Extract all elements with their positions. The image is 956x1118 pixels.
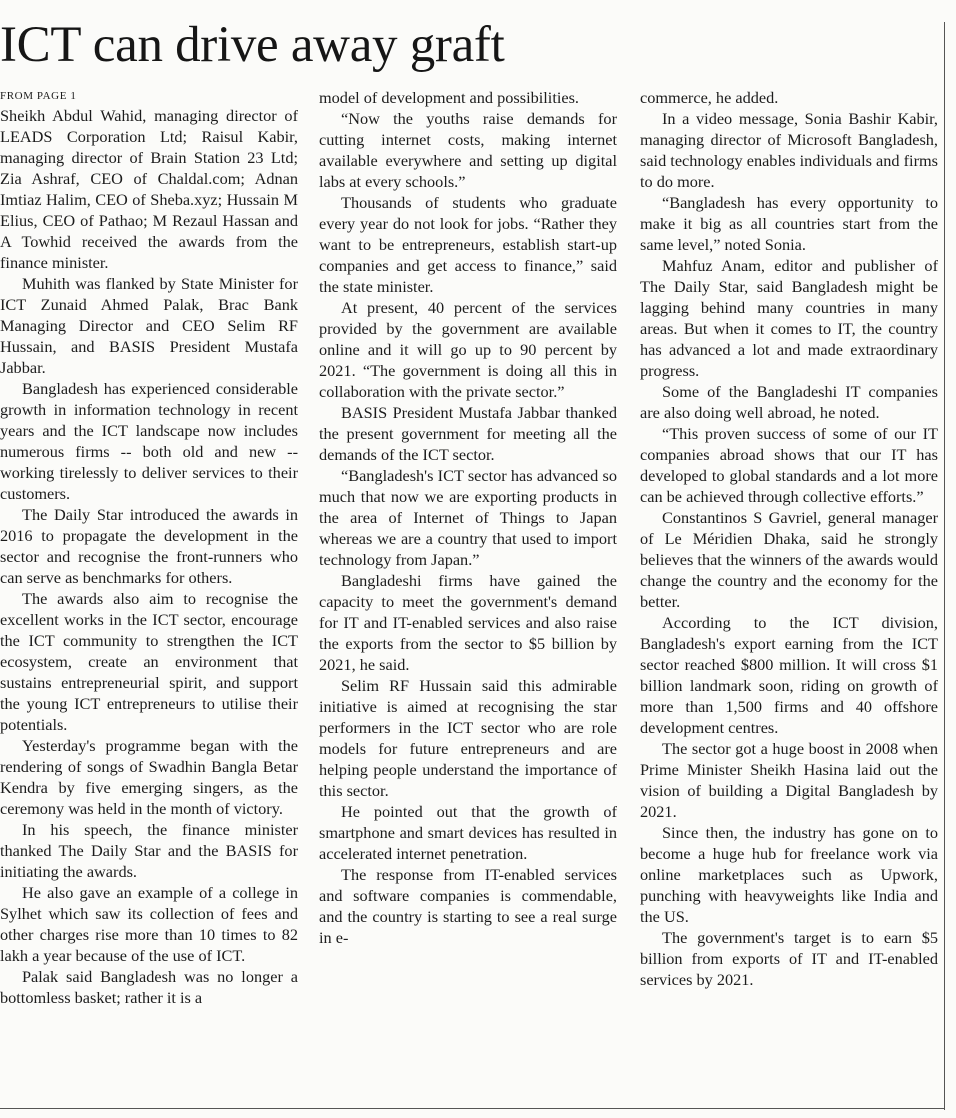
paragraph: “Bangladesh's ICT sector has advanced so much that now we are exporting products in the area of Internet of Things to Japan whereas we are a country that used to import technology from Japan.” — [319, 466, 617, 569]
headline: ICT can drive away graft — [0, 17, 505, 73]
paragraph: Sheikh Abdul Wahid, managing director of LEADS Corporation Ltd; Raisul Kabir, managing director of Brain Station 23 Ltd; Zia Ashraf, CEO of Chaldal.com; Adnan Imtiaz Halim, CEO of Sheba.xyz; Hussain M Elius, CEO of Pathao; M Rezaul Hassan and A Towhid received the awards from the finance minister. — [0, 106, 298, 272]
paragraph: “Now the youths raise demands for cutting internet costs, making internet available everywhere and setting up digital labs at every schools.” — [319, 109, 617, 191]
paragraph: “Bangladesh has every opportunity to make it big as all countries start from the same level,” noted Sonia. — [640, 193, 938, 254]
article-column-2 — [319, 87, 617, 1107]
paragraph: model of development and possibilities. — [319, 88, 580, 107]
paragraph: Mahfuz Anam, editor and publisher of The Daily Star, said Bangladesh might be lagging behind many countries in many areas. But when it comes to IT, the country has advanced a lot and made extraordinary progress. — [640, 256, 938, 380]
bottom-rule — [0, 1108, 944, 1109]
paragraph: He pointed out that the growth of smartphone and smart devices has resulted in accelerated internet penetration. — [319, 802, 617, 863]
paragraph: In a video message, Sonia Bashir Kabir, managing director of Microsoft Bangladesh, said technology enables individuals and firms to do more. — [640, 109, 938, 191]
kicker-from-page: FROM PAGE 1 — [0, 90, 77, 102]
paragraph: “This proven success of some of our IT companies abroad shows that our IT has developed to global standards and a lot more can be achieved through collective efforts.” — [640, 424, 938, 506]
paragraph: Palak said Bangladesh was no longer a bottomless basket; rather it is a — [0, 967, 298, 1007]
paragraph: The awards also aim to recognise the excellent works in the ICT sector, encourage the ICT community to strengthen the ICT ecosystem, create an environment that sustains entrepreneurial spirit, and support the young ICT entrepreneurs to utilise their potentials. — [0, 589, 298, 734]
paragraph: In his speech, the finance minister thanked The Daily Star and the BASIS for initiating the awards. — [0, 820, 298, 881]
paragraph: Yesterday's programme began with the rendering of songs of Swadhin Bangla Betar Kendra by five emerging singers, as the ceremony was held in the month of victory. — [0, 736, 298, 818]
article-column-3 — [640, 87, 938, 1107]
paragraph: BASIS President Mustafa Jabbar thanked the present government for meeting all the demands of the ICT sector. — [319, 403, 617, 464]
paragraph: Muhith was flanked by State Minister for ICT Zunaid Ahmed Palak, Brac Bank Managing Director and CEO Selim RF Hussain, and BASIS President Mustafa Jabbar. — [0, 274, 298, 377]
paragraph: Bangladeshi firms have gained the capacity to meet the government's demand for IT and IT-enabled services and also raise the exports from the sector to $5 billion by 2021, he said. — [319, 571, 617, 674]
paragraph: The Daily Star introduced the awards in 2016 to propagate the development in the sector and recognise the front-runners who can serve as benchmarks for others. — [0, 505, 298, 587]
paragraph: commerce, he added. — [640, 88, 779, 107]
paragraph: At present, 40 percent of the services provided by the government are available online and it will go up to 90 percent by 2021. “The government is doing all this in collaboration with the private sector.” — [319, 298, 617, 401]
paragraph: The response from IT-enabled services and software companies is commendable, and the country is starting to see a real surge in e- — [319, 865, 617, 947]
paragraph: According to the ICT division, Bangladesh's export earning from the ICT sector reached $800 million. It will cross $1 billion landmark soon, riding on growth of more than 1,500 firms and 40 offshore development centres. — [640, 613, 938, 737]
paragraph: Thousands of students who graduate every year do not look for jobs. “Rather they want to be entrepreneurs, establish start-up companies and get access to finance,” said the state minister. — [319, 193, 617, 296]
paragraph: Bangladesh has experienced considerable growth in information technology in recent years and the ICT landscape now includes numerous firms -- both old and new -- working tirelessly to deliver services to their customers. — [0, 379, 298, 503]
paragraph: The sector got a huge boost in 2008 when Prime Minister Sheikh Hasina laid out the vision of building a Digital Bangladesh by 2021. — [640, 739, 938, 821]
paragraph: Selim RF Hussain said this admirable initiative is aimed at recognising the star performers in the ICT sector who are role models for future entrepreneurs and are helping people understand the importance of this sector. — [319, 676, 617, 800]
paragraph: Since then, the industry has gone on to become a huge hub for freelance work via online marketplaces such as Upwork, punching with heavyweights like India and the US. — [640, 823, 938, 926]
paragraph: He also gave an example of a college in Sylhet which saw its collection of fees and other charges rise more than 10 times to 82 lakh a year because of the use of ICT. — [0, 883, 298, 965]
paragraph: Constantinos S Gavriel, general manager of Le Méridien Dhaka, said he strongly believes that the winners of the awards would change the country and the economy for the better. — [640, 508, 938, 611]
article-column-1 — [0, 87, 298, 1107]
paragraph: The government's target is to earn $5 billion from exports of IT and IT-enabled services by 2021. — [640, 928, 938, 989]
column-rule-right — [944, 22, 945, 1110]
paragraph: Some of the Bangladeshi IT companies are also doing well abroad, he noted. — [640, 382, 938, 422]
